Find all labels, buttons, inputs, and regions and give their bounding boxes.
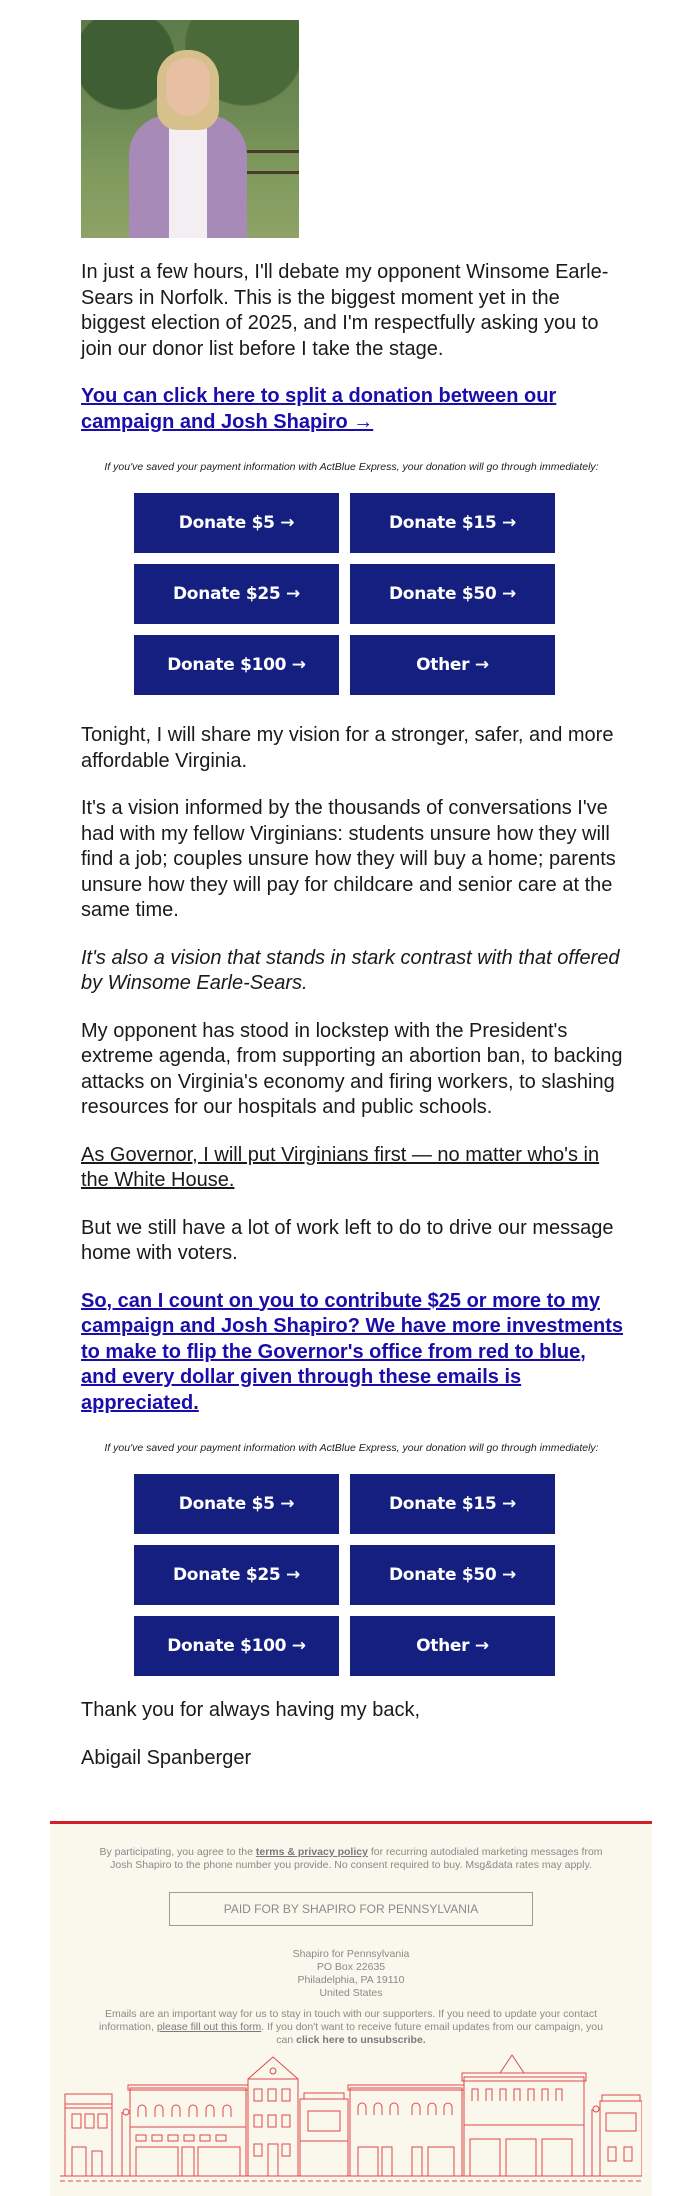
sms-terms: By participating, you agree to the terms & privacy policy for recurring autodialed marketing messages from Josh Shapiro to the phone number you provide. No consent required to buy. Msg&data rates may apply. <box>99 1846 603 1871</box>
opponent-paragraph: My opponent has stood in lockstep with the President's extreme agenda, from supporting an abortion ban, to backing attacks on Virginia's economy and firing workers, to slashing resources for our hospitals and public schools. <box>81 1019 623 1118</box>
paid-for-box: PAID FOR BY SHAPIRO FOR PENNSYLVANIA <box>169 1892 533 1926</box>
donate-25-button[interactable]: Donate $25 → <box>134 564 339 624</box>
donate-50-button[interactable]: Donate $50 → <box>350 1545 555 1605</box>
intro-paragraph: In just a few hours, I'll debate my opponent Winsome Earle-Sears in Norfolk. This is the biggest moment yet in the biggest election of 2025, and I'm respectfully asking you to join our donor list before I take the stage. <box>81 261 609 360</box>
contribute-25-link[interactable]: So, can I count on you to contribute $25 or more to my campaign and Josh Shapiro? We have more investments to make to flip the Governor's office from red to blue, and every dollar given through these emails is appreciated. <box>81 1289 624 1414</box>
tonight-paragraph: Tonight, I will share my vision for a stronger, safer, and more affordable Virginia. <box>81 724 614 772</box>
vision-paragraph: It's a vision informed by the thousands of conversations I've had with my fellow Virginians: students unsure how they will find a job; couples unsure how they will buy a home; parents unsure how they will pay for childcare and senior care at the same time. <box>81 797 616 921</box>
signature: Abigail Spanberger <box>81 1746 252 1769</box>
donate-other-button[interactable]: Other → <box>350 635 555 695</box>
candidate-photo <box>81 20 299 238</box>
donate-15-button[interactable]: Donate $15 → <box>350 1474 555 1534</box>
actblue-express-note-2: If you've saved your payment information with ActBlue Express, your donation will go through immediately: <box>104 1442 599 1454</box>
donate-100-button[interactable]: Donate $100 → <box>134 635 339 695</box>
donate-button-grid <box>134 493 626 695</box>
town-skyline-illustration <box>60 2049 642 2184</box>
mailing-address: Shapiro for Pennsylvania PO Box 22635 Philadelphia, PA 19110 United States <box>292 1948 410 1999</box>
donate-15-button[interactable]: Donate $15 → <box>350 493 555 553</box>
donate-50-button[interactable]: Donate $50 → <box>350 564 555 624</box>
work-paragraph: But we still have a lot of work left to do to drive our message home with voters. <box>81 1216 614 1264</box>
email-preferences-text: Emails are an important way for us to stay in touch with our supporters. If you need to update your contact information, please fill out this form. If you don't want to receive future email updates from our campaign, you can click here to unsubscribe. <box>99 2008 603 2046</box>
donate-other-button[interactable]: Other → <box>350 1616 555 1676</box>
thanks-paragraph: Thank you for always having my back, <box>81 1699 421 1721</box>
governor-paragraph: As Governor, I will put Virginians first — no matter who's in the White House. <box>81 1143 600 1191</box>
donate-button-grid-2 <box>134 1474 626 1676</box>
email-body <box>81 20 626 1771</box>
donate-25-button[interactable]: Donate $25 → <box>134 1545 339 1605</box>
donate-100-button[interactable]: Donate $100 → <box>134 1616 339 1676</box>
donate-5-button[interactable]: Donate $5 → <box>134 493 339 553</box>
update-contact-form-link[interactable]: please fill out this form <box>156 2021 262 2033</box>
terms-privacy-link[interactable]: terms & privacy policy <box>255 1846 368 1858</box>
unsubscribe-link[interactable]: click here to unsubscribe. <box>296 2034 426 2046</box>
contrast-paragraph: It's also a vision that stands in stark contrast with that offered by Winsome Earle-Sears. <box>81 946 620 994</box>
donate-5-button[interactable]: Donate $5 → <box>134 1474 339 1534</box>
split-donation-link[interactable]: You can click here to split a donation between our campaign and Josh Shapiro → <box>81 385 557 433</box>
footer <box>50 1821 652 2196</box>
actblue-express-note: If you've saved your payment information with ActBlue Express, your donation will go through immediately: <box>104 461 599 473</box>
